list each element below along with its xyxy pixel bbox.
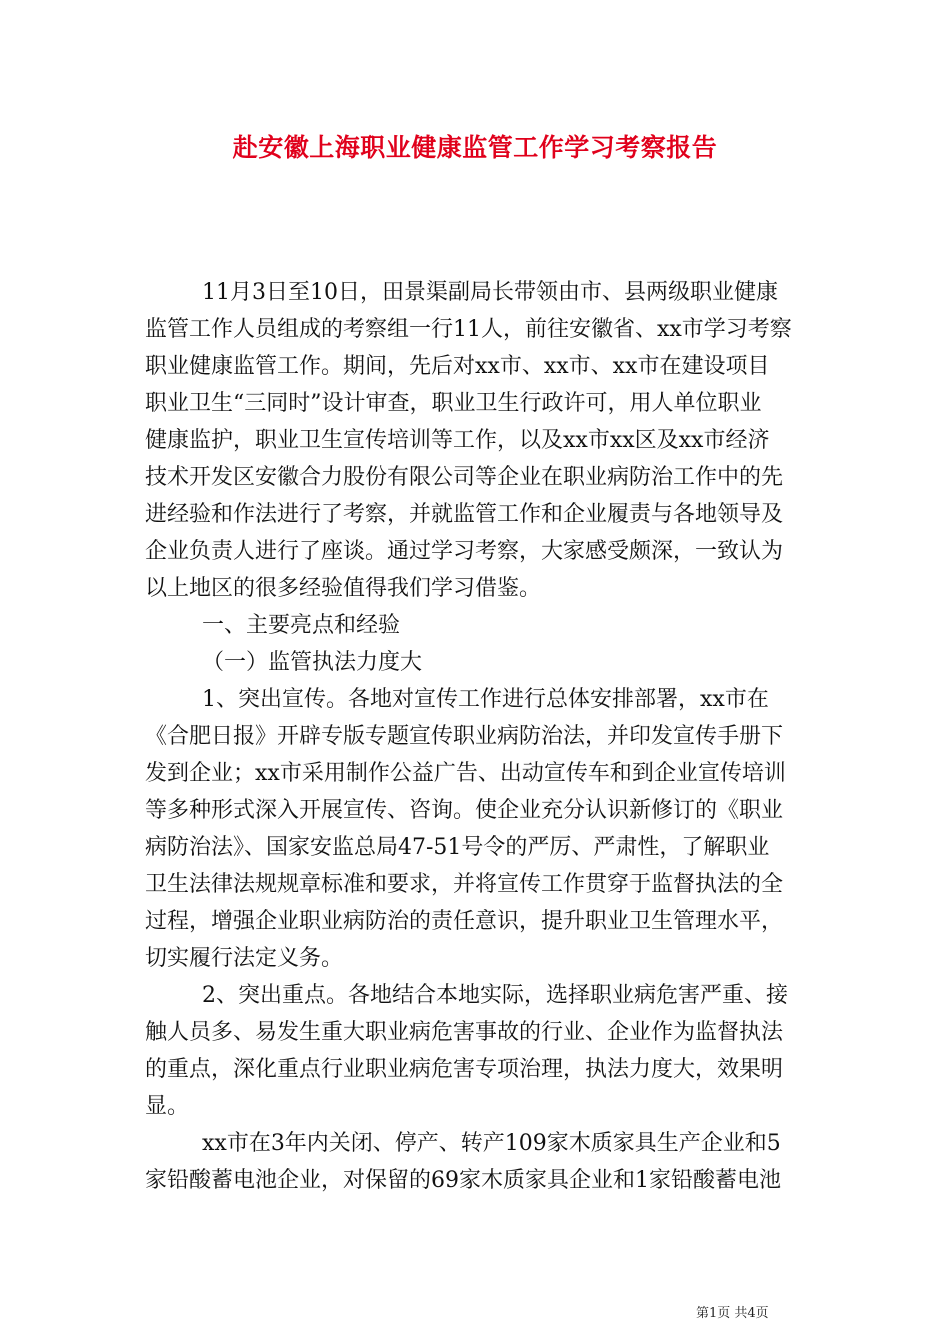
text-line: 触人员多、易发生重大职业病危害事故的行业、企业作为监督执法 <box>145 1020 784 1045</box>
text-line: 《合肥日报》开辟专版专题宣传职业病防治法，并印发宣传手册下 <box>145 724 784 749</box>
text-line: 过程，增强企业职业病防治的责任意识，提升职业卫生管理水平， <box>145 909 784 934</box>
text-line: 职业卫生“三同时”设计审查，职业卫生行政许可，用人单位职业 <box>145 391 762 416</box>
text-line: 家铅酸蓄电池企业，对保留的69家木质家具企业和1家铅酸蓄电池 <box>145 1168 781 1193</box>
text-line: xx市在3年内关闭、停产、转产109家木质家具生产企业和5 <box>202 1131 781 1156</box>
text-line: 卫生法律法规规章标准和要求，并将宣传工作贯穿于监督执法的全 <box>145 872 784 897</box>
text-line: 等多种形式深入开展宣传、咨询。使企业充分认识新修订的《职业 <box>145 798 784 823</box>
page-title: 赴安徽上海职业健康监管工作学习考察报告 <box>232 133 718 162</box>
subsection-heading: （一）监管执法力度大 <box>202 650 423 675</box>
text-line: 病防治法》、国家安监总局47-51号令的严厉、严肃性，了解职业 <box>145 835 770 860</box>
text-line: 切实履行法定义务。 <box>145 946 344 971</box>
text-line: 11月3日至10日，田景渠副局长带领由市、县两级职业健康 <box>202 280 778 305</box>
text-line: 企业负责人进行了座谈。通过学习考察，大家感受颇深，一致认为 <box>145 539 784 564</box>
text-line: 以上地区的很多经验值得我们学习借鉴。 <box>145 576 542 601</box>
text-line: 2、突出重点。各地结合本地实际，选择职业病危害严重、接 <box>202 983 788 1008</box>
section-heading: 一、主要亮点和经验 <box>202 613 401 638</box>
text-line: 显。 <box>145 1094 190 1119</box>
text-line: 职业健康监管工作。期间，先后对xx市、xx市、xx市在建设项目 <box>145 354 770 379</box>
text-line: 1、突出宣传。各地对宣传工作进行总体安排部署，xx市在 <box>202 687 769 712</box>
text-line: 健康监护，职业卫生宣传培训等工作，以及xx市xx区及xx市经济 <box>145 428 770 453</box>
text-line: 监管工作人员组成的考察组一行11人，前往安徽省、xx市学习考察 <box>145 317 792 342</box>
text-line: 的重点，深化重点行业职业病危害专项治理，执法力度大，效果明 <box>145 1057 784 1082</box>
text-line: 技术开发区安徽合力股份有限公司等企业在职业病防治工作中的先 <box>145 465 784 490</box>
page-number: 第1页 共4页 <box>696 1306 769 1321</box>
text-line: 进经验和作法进行了考察，并就监管工作和企业履责与各地领导及 <box>145 502 784 527</box>
text-line: 发到企业；xx市采用制作公益广告、出动宣传车和到企业宣传培训 <box>145 761 786 786</box>
